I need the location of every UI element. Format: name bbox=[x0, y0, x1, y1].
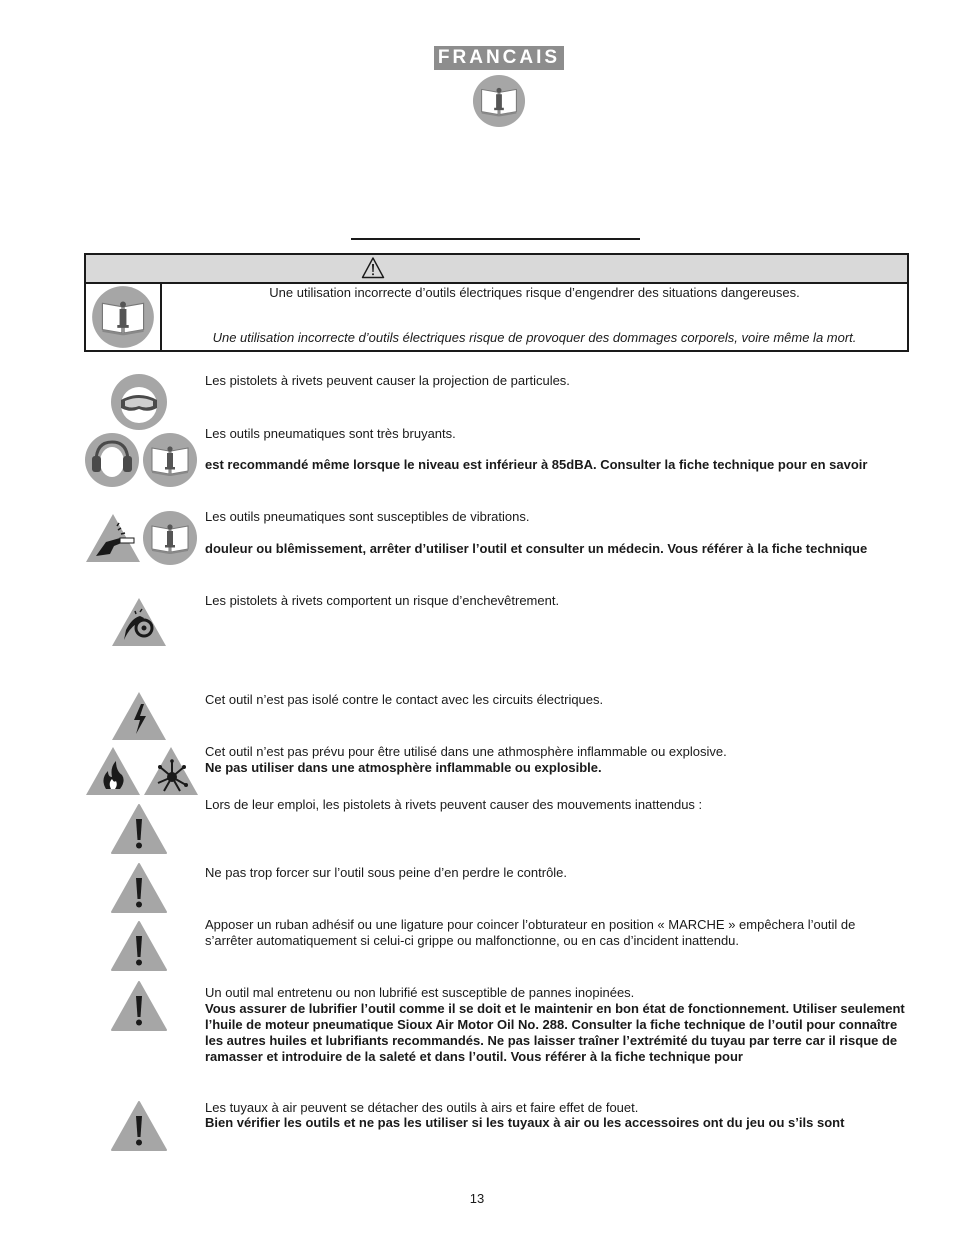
item-flammable-text: Cet outil n’est pas prévu pour être utilisé dans une athmosphère inflammable ou explosive. bbox=[205, 744, 727, 759]
exclamation-warning-icon bbox=[110, 803, 168, 855]
general-warning-box bbox=[84, 253, 909, 352]
manual-info-icon bbox=[472, 74, 526, 128]
electric-shock-icon bbox=[110, 690, 168, 742]
item-maintenance-bold: Vous assurer de lubrifier l’outil comme il se doit et le maintenir en bon état de fonctionnement. Utiliser seulement l’huile de moteur pneumatique Sioux Air Motor Oil No. 288. Consulter la fiche technique de l’outil pour connaître les autres huiles et lubrifiants recommandés. Ne pas laisser traîner l’extrémité du tuyau par terre car il risque de ramasser et introduire de la saleté et dans l’outil. Vous référer à la fiche technique pour bbox=[205, 1001, 905, 1064]
item-electric-text: Cet outil n’est pas isolé contre le contact avec les circuits électriques. bbox=[205, 692, 604, 707]
exclamation-warning-icon bbox=[110, 862, 168, 914]
manual-info-icon bbox=[142, 432, 198, 488]
page-number: 13 bbox=[469, 1191, 485, 1206]
title-underline bbox=[351, 238, 640, 240]
item-vibration-bold: douleur ou blêmissement, arrêter d’utiliser l’outil et consulter un médecin. Vous référer à la fiche technique bbox=[205, 541, 868, 556]
item-vibration-text: Les outils pneumatiques sont susceptibles de vibrations. bbox=[205, 509, 530, 524]
item-eye-text: Les pistolets à rivets peuvent causer la projection de particules. bbox=[205, 373, 570, 388]
warning-box-header bbox=[86, 255, 907, 284]
vibration-hand-icon bbox=[84, 512, 142, 564]
warning-line-1: Une utilisation incorrecte d’outils électriques risque d’engendrer des situations dangereuses. bbox=[269, 285, 800, 300]
entanglement-hazard-icon bbox=[110, 596, 168, 648]
warning-line-2: Une utilisation incorrecte d’outils électriques risque de provoquer des dommages corporels, voire même la mort. bbox=[212, 330, 857, 345]
manual-info-icon bbox=[142, 510, 198, 566]
item-entangle-text: Les pistolets à rivets comportent un risque d’enchevêtrement. bbox=[205, 593, 560, 608]
language-banner: FRANCAIS bbox=[434, 46, 564, 70]
exclamation-warning-icon bbox=[110, 1100, 168, 1152]
item-maintenance-text: Un outil mal entretenu ou non lubrifié est susceptible de pannes inopinées. bbox=[205, 985, 635, 1000]
warning-box-icon-cell bbox=[86, 284, 162, 350]
exclamation-warning-icon bbox=[110, 920, 168, 972]
item-flammable-bold: Ne pas utiliser dans une atmosphère inflammable ou explosible. bbox=[205, 760, 602, 775]
goggles-icon bbox=[110, 373, 168, 431]
item-noise-bold: est recommandé même lorsque le niveau est inférieur à 85dBA. Consulter la fiche technique pour en savoir bbox=[205, 457, 868, 472]
flammable-icon bbox=[84, 745, 142, 797]
item-unexpected-text: Lors de leur emploi, les pistolets à rivets peuvent causer des mouvements inattendus : bbox=[205, 797, 703, 812]
item-hoses-bold: Bien vérifier les outils et ne pas les utiliser si les tuyaux à air ou les accessoires ont du jeu ou s’ils sont bbox=[205, 1115, 845, 1130]
explosive-icon bbox=[142, 745, 200, 797]
item-tape-text: Apposer un ruban adhésif ou une ligature pour coincer l’obturateur en position « MARCHE » empêchera l’outil de s’arrêter automatiquement si celui-ci grippe ou malfonctionne, ou en cas d’incident inattendu. bbox=[205, 917, 856, 948]
item-hoses-text: Les tuyaux à air peuvent se détacher des outils à airs et faire effet de fouet. bbox=[205, 1100, 639, 1115]
exclamation-warning-icon bbox=[110, 980, 168, 1032]
item-noise-text: Les outils pneumatiques sont très bruyants. bbox=[205, 426, 456, 441]
manual-info-icon bbox=[91, 285, 155, 349]
ear-protection-icon bbox=[84, 432, 140, 488]
item-force-text: Ne pas trop forcer sur l’outil sous peine d’en perdre le contrôle. bbox=[205, 865, 568, 880]
warning-triangle-icon bbox=[361, 256, 385, 280]
